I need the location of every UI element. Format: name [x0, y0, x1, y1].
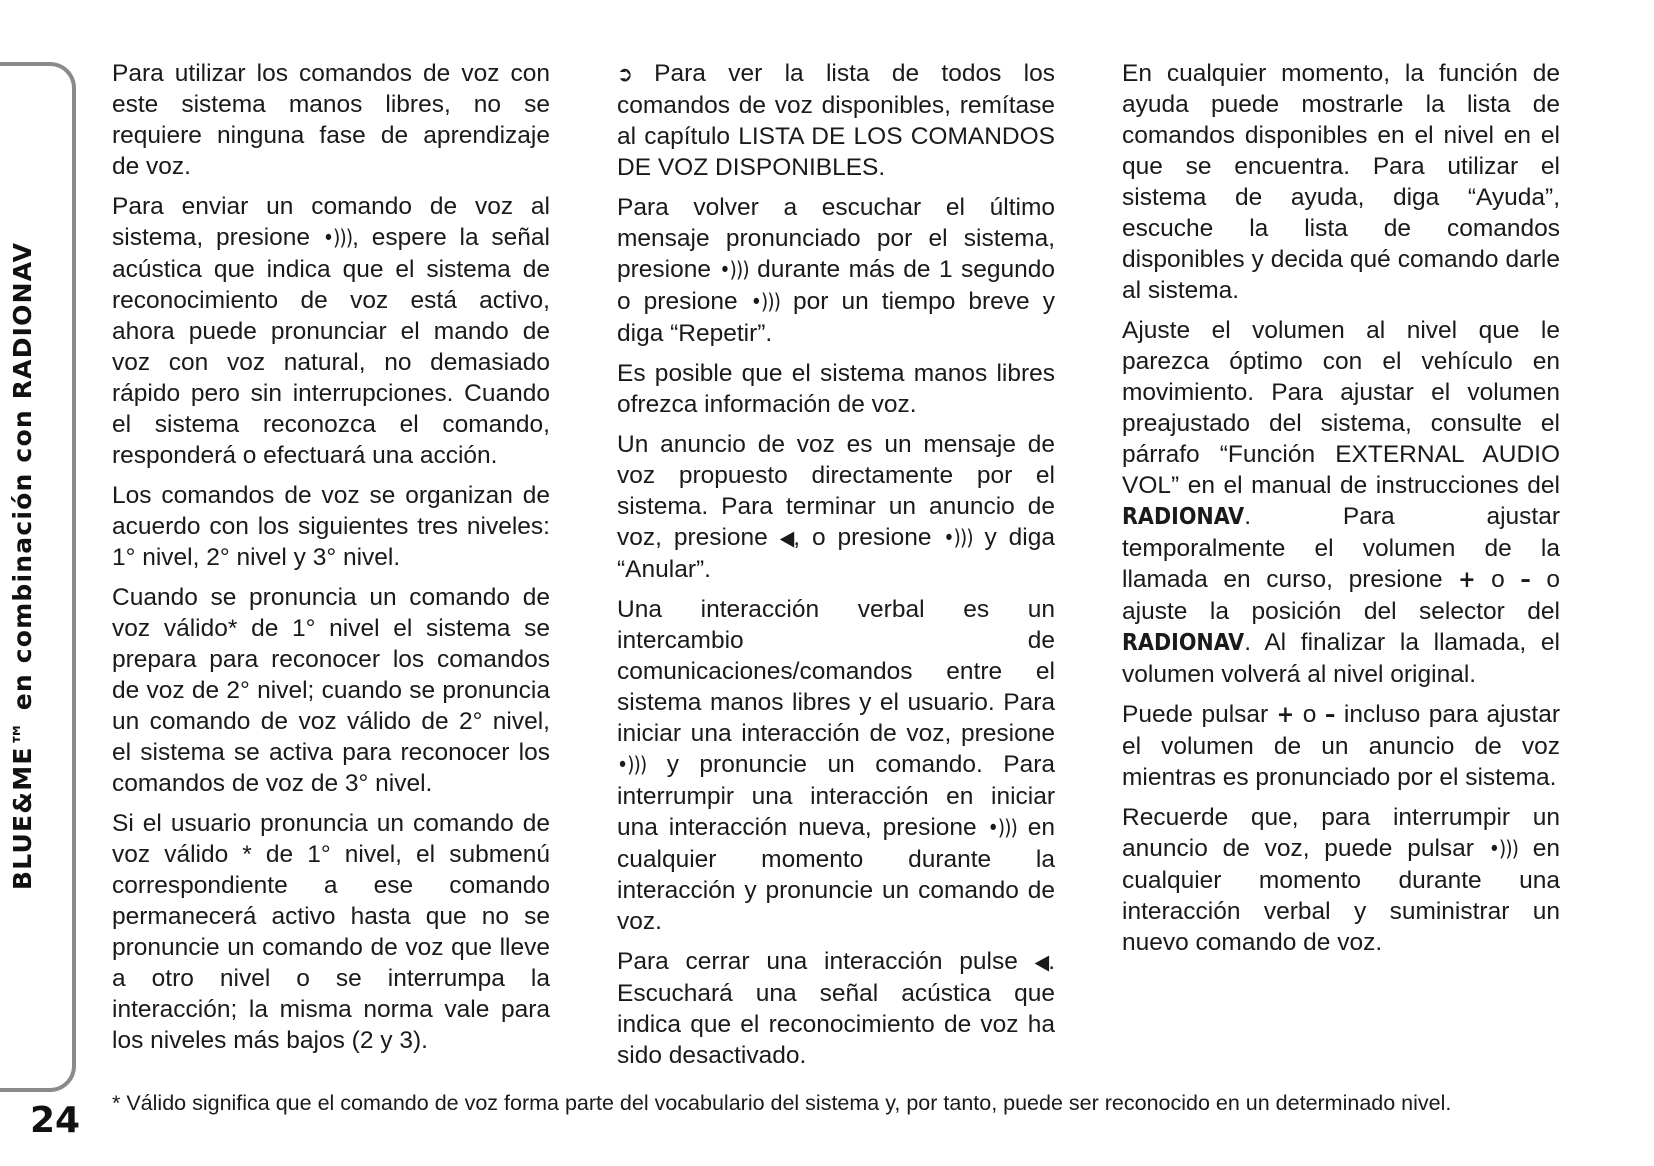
- voice-command-icon: •))): [943, 526, 973, 550]
- paragraph: Para volver a escuchar el último mensaje pronunciado por el sistema, presione •))) durante más de 1 segundo o presione •))) por un tiempo breve y diga “Repetir”.: [617, 194, 1056, 347]
- minus-key: –: [1520, 567, 1531, 593]
- paragraph: Cuando se pronuncia un comando de voz válido* de 1° nivel el sistema se prepara para reconocer los comandos de voz de 2° nivel; cuando se pronuncia un comando de voz válido de 2° nivel, el sistema se activa para reconocer los comandos de voz de 3° nivel.: [112, 584, 550, 797]
- radionav-label: RADIONAV: [1122, 504, 1245, 530]
- hang-up-icon: ◀: [1034, 950, 1049, 974]
- column-1: [112, 58, 550, 1065]
- paragraph: Para cerrar una interacción pulse ◀. Escuchará una señal acústica que indica que el reconocimiento de voz ha sido desactivado.: [617, 948, 1055, 1069]
- voice-command-icon: •))): [617, 753, 647, 777]
- paragraph: En cualquier momento, la función de ayuda puede mostrarle la lista de comandos disponibles en el nivel en el que se encuentra. Para utilizar el sistema de ayuda, diga “Ayuda”, escuche la lista de comandos disponibles y decida qué comando darle al sistema.: [1122, 60, 1560, 304]
- hang-up-icon: ◀: [779, 526, 794, 550]
- minus-key: –: [1324, 702, 1336, 728]
- section-title: BLUE&ME™ en combinación con RADIONAV: [8, 241, 37, 890]
- paragraph: Para utilizar los comandos de voz con este sistema manos libres, no se requiere ninguna fase de aprendizaje de voz.: [112, 60, 550, 180]
- paragraph: Para enviar un comando de voz al sistema, presione •))), espere la señal acústica que indica que el sistema de reconocimiento de voz está activo, ahora puede pronunciar el mando de voz con voz natural, no demasiado rápido pero sin interrupciones. Cuando el sistema reconozca el comando, responderá o efectuará una acción.: [112, 193, 551, 469]
- voice-command-icon: •))): [719, 258, 749, 282]
- arrow-bullet-icon: ➲: [617, 62, 632, 86]
- column-3: [1122, 58, 1560, 967]
- voice-command-icon: •))): [1488, 837, 1518, 861]
- paragraph: Recuerde que, para interrumpir un anuncio de voz, puede pulsar •))) en cualquier momento durante una interacción verbal y suministrar un nuevo comando de voz.: [1122, 804, 1560, 956]
- footnote: * Válido significa que el comando de voz forma parte del vocabulario del sistema y, por tanto, puede ser reconocido en un determinado nivel.: [112, 1091, 1452, 1115]
- plus-key: +: [1458, 567, 1476, 593]
- paragraph: Es posible que el sistema manos libres ofrezca información de voz.: [617, 360, 1055, 418]
- paragraph: Una interacción verbal es un intercambio de comunicaciones/comandos entre el sistema manos libres y el usuario. Para iniciar una interacción de voz, presione •))) y pronuncie un comando. Para interrumpir una interacción en iniciar una interacción nueva, presione •))) en cualquier momento durante la interacción y pronuncie un comando de voz.: [617, 596, 1055, 935]
- radionav-label: RADIONAV: [1122, 630, 1245, 656]
- paragraph: ➲ Para ver la lista de todos los comandos de voz disponibles, remítase al capítulo LISTA DE LOS COMANDOS DE VOZ DISPONIBLES.: [617, 60, 1055, 181]
- voice-command-icon: •))): [750, 290, 780, 314]
- page-number: 24: [30, 1100, 81, 1141]
- plus-key: +: [1276, 702, 1295, 728]
- paragraph: Los comandos de voz se organizan de acuerdo con los siguientes tres niveles: 1° nivel, 2° nivel y 3° nivel.: [112, 482, 550, 571]
- column-2: [617, 58, 1055, 1080]
- paragraph: Ajuste el volumen al nivel que le parezca óptimo con el vehículo en movimiento. Para ajustar el volumen preajustado del sistema, consulte el párrafo “Función EXTERNAL AUDIO VOL” en el manual de instrucciones del RADIONAV. Para ajustar temporalmente el volumen de la llamada en curso, presione + o – o ajuste la posición del selector del RADIONAV. Al finalizar la llamada, el volumen volverá al nivel original.: [1122, 317, 1560, 688]
- voice-command-icon: •))): [322, 226, 353, 250]
- paragraph: Si el usuario pronuncia un comando de voz válido * de 1° nivel, el submenú correspondiente a ese comando permanecerá activo hasta que no se pronuncie un comando de voz que lleve a otro nivel o se interrumpa la interacción; la misma norma vale para los niveles más bajos (2 y 3).: [112, 810, 550, 1054]
- voice-command-icon: •))): [987, 816, 1017, 840]
- paragraph: Un anuncio de voz es un mensaje de voz propuesto directamente por el sistema. Para terminar un anuncio de voz, presione ◀, o presione •))) y diga “Anular”.: [617, 431, 1055, 583]
- paragraph: Puede pulsar + o – incluso para ajustar el volumen de un anuncio de voz mientras es pronunciado por el sistema.: [1122, 701, 1560, 791]
